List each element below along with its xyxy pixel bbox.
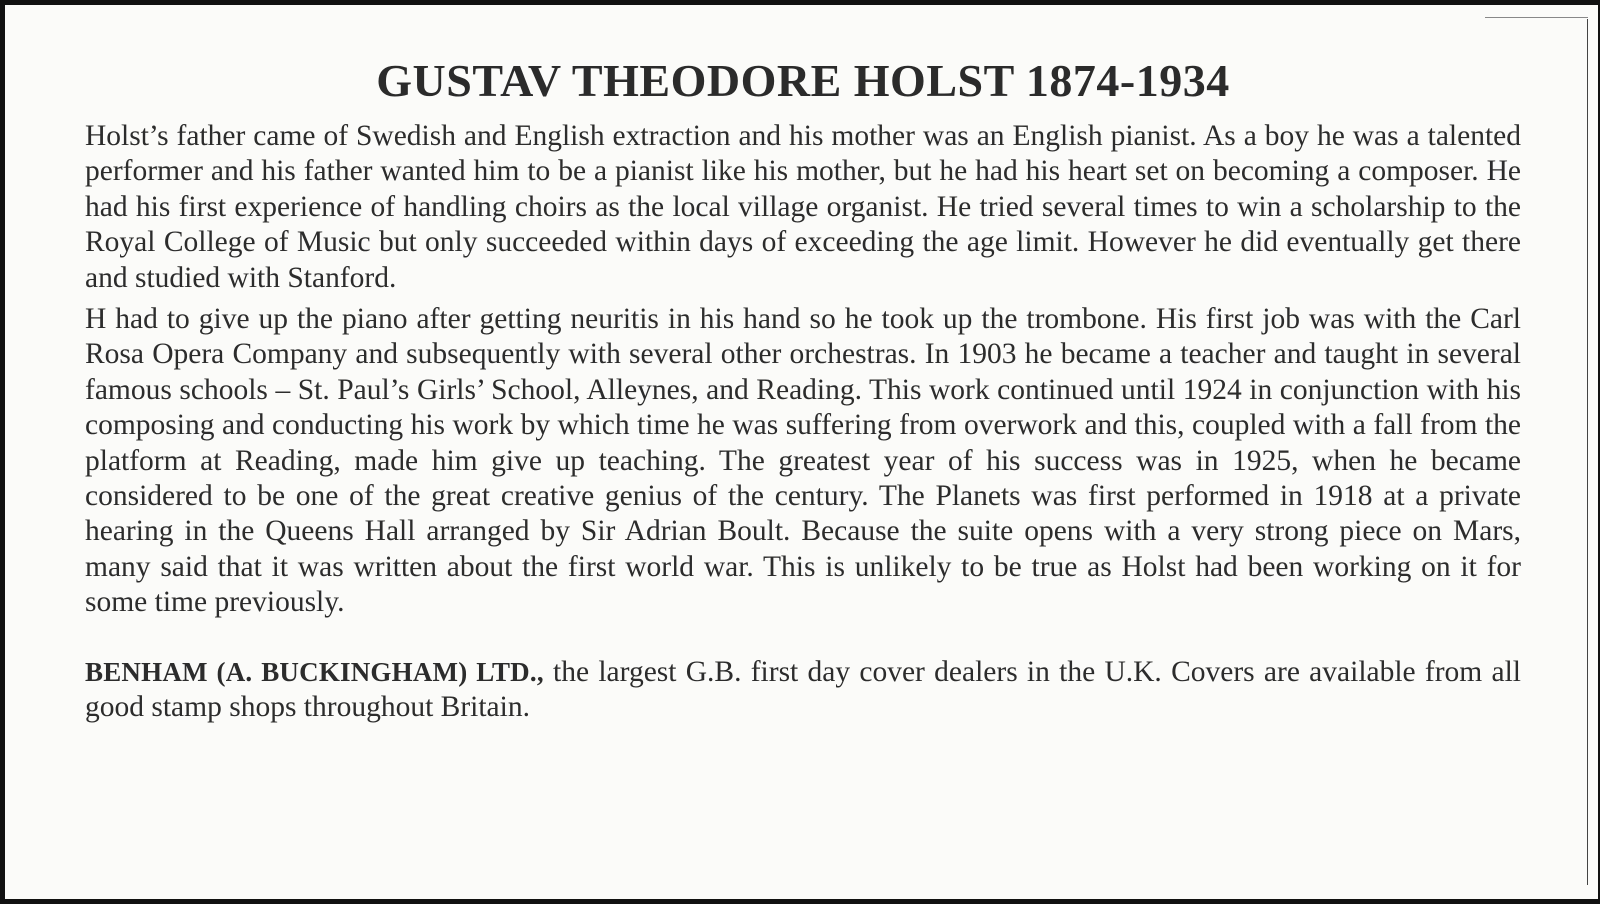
paragraph-career: H had to give up the piano after getting neuritis in his hand so he took up the trombone. His first job was with the Carl Rosa Opera Company and subsequently with several other orchestras. In 1903 he became a teacher and taught in several famous schools – St. Paul’s Girls’ School, Alleynes, and Reading. This work continued until 1924 in conjunction with his composing and conducting his work by which time he was suffering from overwork and this, coupled with a fall from the platform at Reading, made him give up teaching. The greatest year of his success was in 1925, when he became considered to be one of the great creative genius of the century. The Planets was first performed in 1918 at a private hearing in the Queens Hall arranged by Sir Adrian Boult. Because the suite opens with a very strong piece on Mars, many said that it was written about the first world war. This is unlikely to be true as Holst had been working on it for some time previously. [85, 303, 1521, 619]
document-content [85, 53, 1521, 754]
page-title: GUSTAV THEODORE HOLST 1874-1934 [376, 55, 1230, 106]
card-edge-line-top [1485, 17, 1588, 18]
publisher-name: BENHAM (A. BUCKINGHAM) LTD., [85, 656, 544, 687]
publisher-description: the largest G.B. first day cover dealers in the U.K. Covers are available from all good stamp shops throughout Britain. [85, 655, 1521, 723]
card-edge-line [1587, 19, 1588, 885]
paragraph-early-life: Holst’s father came of Swedish and English extraction and his mother was an English pianist. As a boy he was a talented performer and his father wanted him to be a pianist like his mother, but he had his heart set on becoming a composer. He had his first experience of handling choirs as the local village organist. He tried several times to win a scholarship to the Royal College of Music but only succeeded within days of exceeding the age limit. However he did eventually get there and studied with Stanford. [85, 120, 1521, 294]
publisher-note [85, 655, 1521, 725]
